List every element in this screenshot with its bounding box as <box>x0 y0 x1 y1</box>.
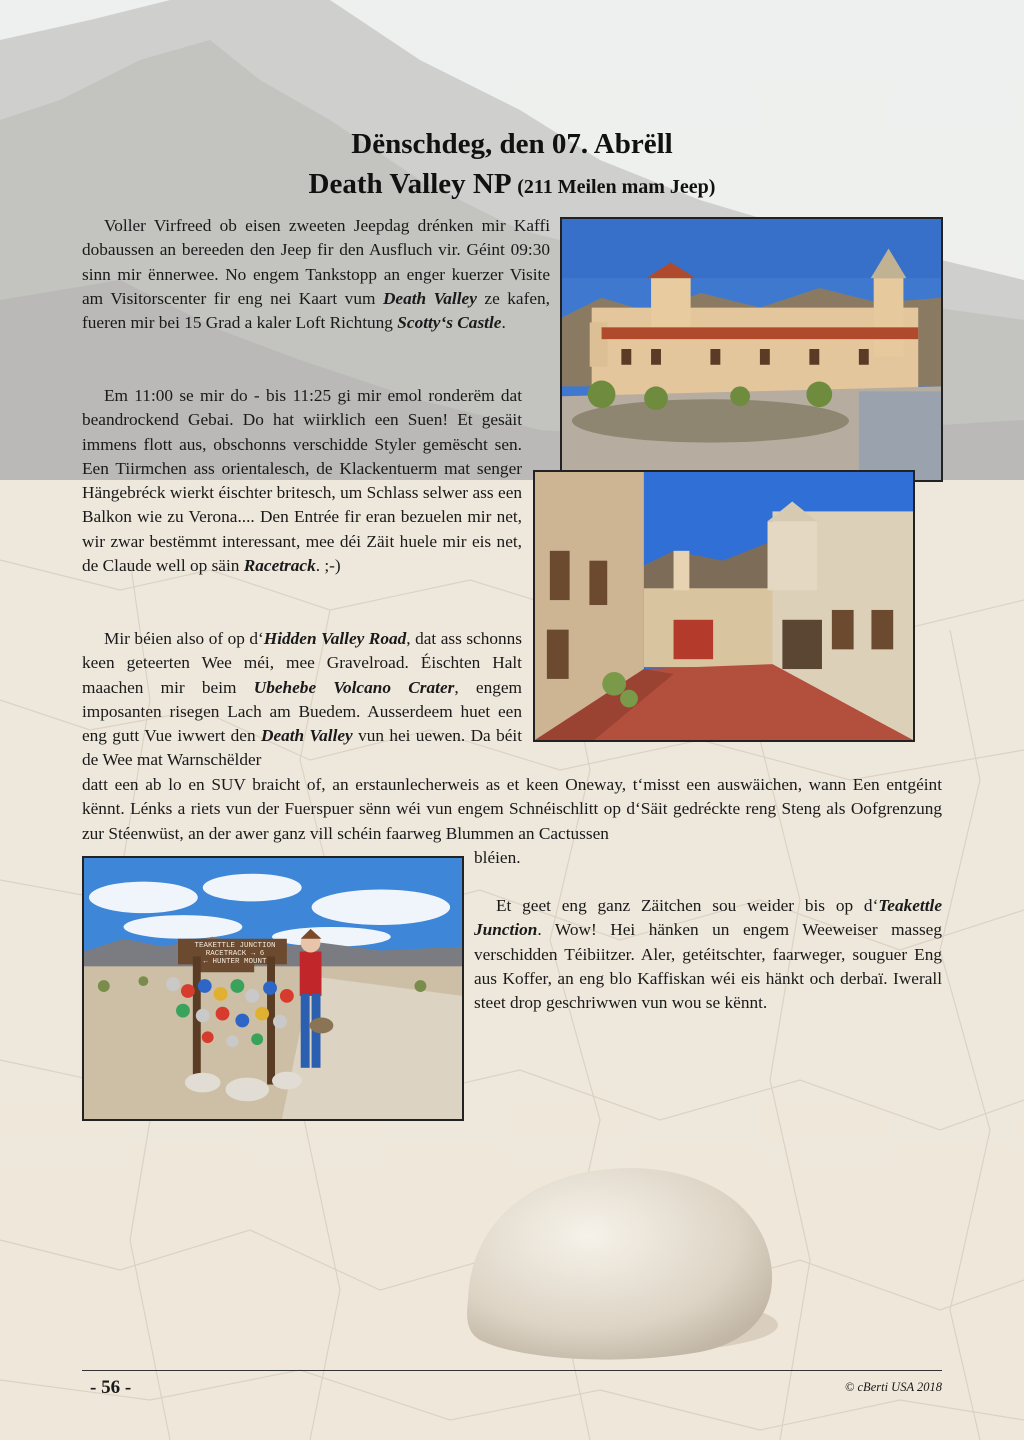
p3-death-valley: Death Valley <box>260 726 353 746</box>
p3-full-width-text: datt een ab lo en SUV braicht of, an erstaunlecherweis as et keen Oneway, t‘misst een auswäichen, wann Een entgéint kënnt. Lénks a riets vun der Fuerspuer sënn wéi vun engem Schnéischlitt op d‘Säit gedréckte reng Steng als Oofgrenzung zur Stéenwüst, an der awer ganz vill schéin faarweg Blummen an Cactussen <box>82 775 942 843</box>
p2-racetrack: Racetrack <box>243 556 316 576</box>
p3-text-c: , dat ass schonns keen geteerten Wee méi, mee Gravelroad. Éischten Halt maachen mir beim <box>82 629 523 697</box>
paragraph-2 <box>82 384 522 578</box>
p3-tail-text: bléien. <box>474 848 521 867</box>
p4-text-a: Et geet eng ganz Zäitchen sou weider bis op d‘ <box>496 896 879 915</box>
sign-line-2: RACETRACK → 6 <box>205 950 265 958</box>
p1-text-e: . <box>501 313 506 333</box>
p3-text-g: vun hei uewen. Da béit de Wee mat Warnschëlder <box>82 726 522 770</box>
p1-scottys-castle: Scotty‘s Castle <box>397 313 502 333</box>
p1-text-c: ze kafen, fueren mir bei 15 Grad a kaler Loft Richtung <box>82 288 550 333</box>
subtitle-mileage: (211 Meilen mam Jeep) <box>517 176 716 198</box>
paragraph-3-part-2 <box>82 773 942 846</box>
p3-hidden-valley-road: Hidden Valley Road <box>263 629 407 648</box>
sign-line-3: ← HUNTER MOUNT <box>203 958 267 966</box>
page-title: Dënschdeg, den 07. Abrëll <box>351 128 673 160</box>
teakettle-sign <box>181 942 289 966</box>
copyright-notice: © cBerti USA 2018 <box>844 1380 942 1394</box>
p3-text-e: , engem imposanten risegen Lach am Buedem. Ausserdeem huet een eng gutt Vue iwwert den <box>82 677 522 746</box>
p2-text-a: Em 11:00 se mir do - bis 11:25 gi mir emol ronderëm dat beandrockend Gebai. Do hat wiirklich een Suen! Et gesäit immens flott aus, obschonns verschidde Styler gemëscht sen. Een Tiirmchen ass orientalesch, de Klackentuerm mat senger Hängebréck wierkt éischter britesch, um Schlass selwer ass een Balkon wie zu Verona.... Den Entrée fir eran bezuelen mir net, wir zwar bestëmmt interessant, mee déi Zäit huele mir eis net, de Claude well op säin <box>82 386 522 576</box>
p1-death-valley: Death Valley <box>382 288 477 308</box>
photo-scottys-castle <box>560 217 943 482</box>
paragraph-1 <box>82 214 550 335</box>
page-number: - 56 - <box>90 1377 132 1398</box>
p4-teakettle-junction: Teakettle Junction <box>474 896 942 940</box>
footer-divider <box>82 1370 942 1371</box>
paragraph-3-tail <box>474 846 942 870</box>
subtitle-main: Death Valley NP <box>308 168 510 200</box>
photo-teakettle-junction <box>82 856 464 1121</box>
p4-text-c: . Wow! Hei hänken un engem Weeweiser masseg verschidden Téibiitzer. Aler, getéitschter, faarweger, souguer Eng aus Koffer, an eng blo Kaffiskan wéi eis hänkt och derbaï. Iwerall steet drop geschriwwen vun wou se kënnt. <box>474 920 942 1013</box>
paragraph-4 <box>474 894 942 1015</box>
p1-text-a: Voller Virfreed ob eisen zweeten Jeepdag drénken mir Kaffi dobaussen an bereeden den Jeep fir den Ausfluch vir. Géint 09:30 sinn mir ënnerwee. No engem Tankstopp an enger kuerzer Visite am Visitorscenter fir eng nei Kaart vum <box>82 216 550 308</box>
sign-line-1: TEAKETTLE JUNCTION <box>194 942 276 950</box>
photo-castle-courtyard <box>533 470 915 742</box>
p3-text-a: Mir béien also of op d‘ <box>104 629 264 648</box>
paragraph-3-part-1 <box>82 627 522 773</box>
p3-ubehebe-crater: Ubehebe Volcano Crater <box>253 677 455 697</box>
p2-text-c: . ;-) <box>315 556 341 576</box>
page-subtitle <box>0 168 1024 201</box>
